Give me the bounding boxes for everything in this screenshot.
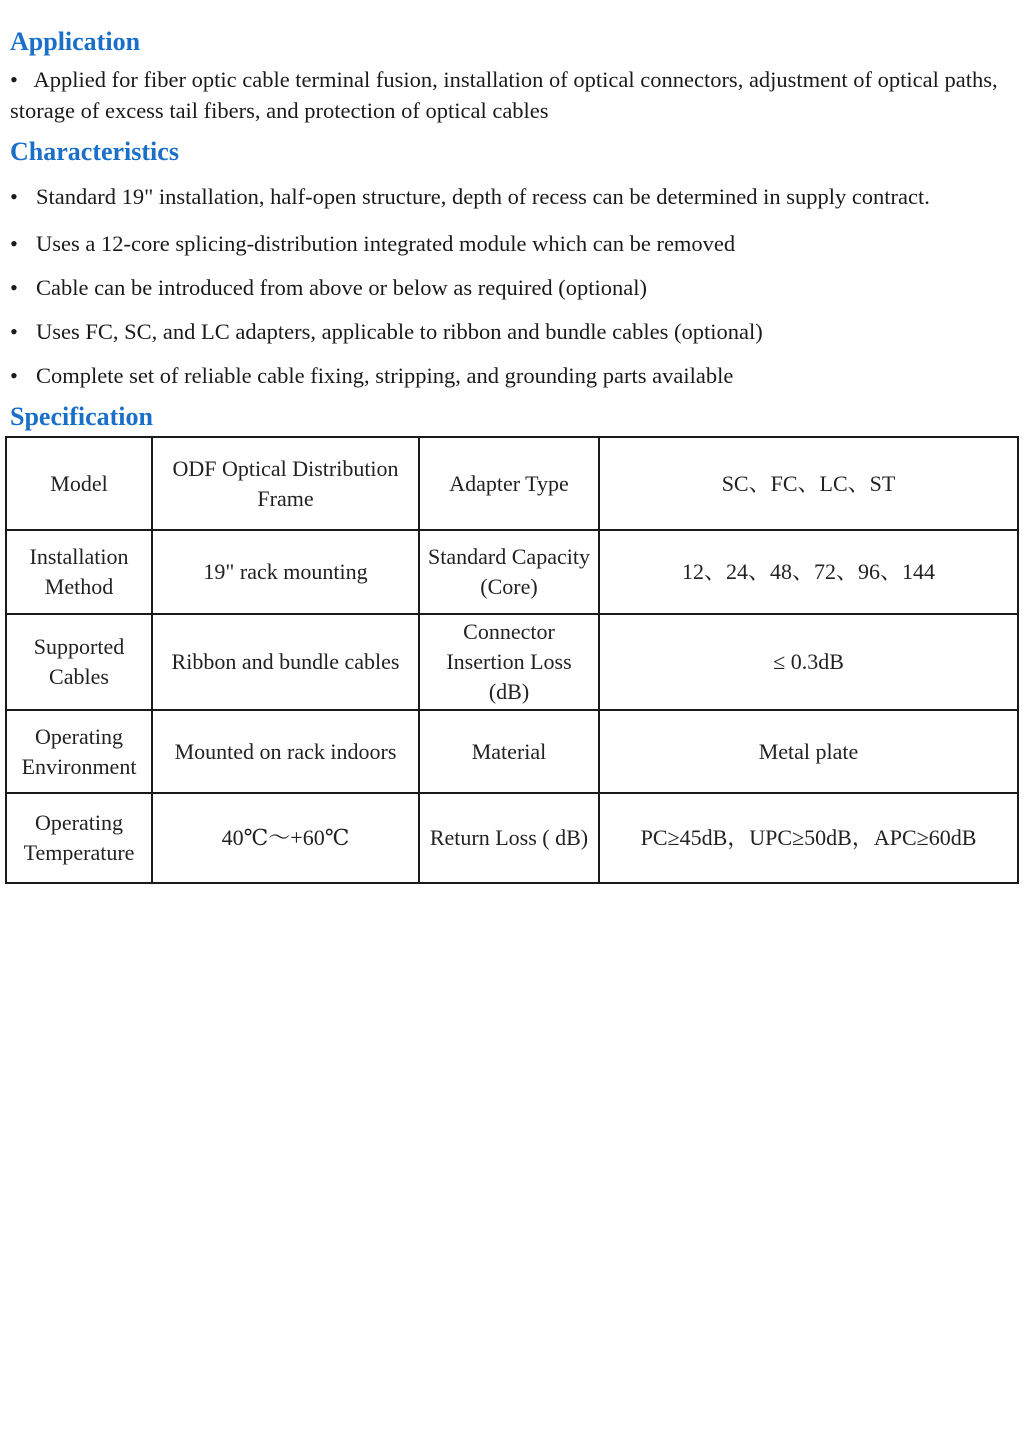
table-row	[6, 437, 1018, 530]
spec-label: Adapter Type	[419, 437, 599, 530]
spec-value: 19" rack mounting	[152, 530, 419, 614]
characteristic-bullet: •	[10, 319, 18, 344]
spec-label: Installation Method	[6, 530, 152, 614]
spec-value: SC、FC、LC、ST	[599, 437, 1018, 530]
specification-table	[5, 436, 1019, 884]
characteristic-text: Complete set of reliable cable fixing, stripping, and grounding parts available	[36, 363, 734, 388]
spec-value: PC≥45dB，UPC≥50dB，APC≥60dB	[599, 793, 1018, 883]
characteristic-text: Uses a 12-core splicing-distribution integrated module which can be removed	[36, 231, 736, 256]
spec-label: Supported Cables	[6, 614, 152, 710]
characteristic-item	[10, 229, 1020, 259]
spec-label: Standard Capacity (Core)	[419, 530, 599, 614]
characteristic-item	[10, 273, 1020, 303]
spec-value: Metal plate	[599, 710, 1018, 793]
characteristic-item	[10, 182, 1020, 212]
characteristic-bullet: •	[10, 363, 18, 388]
characteristic-text: Standard 19" installation, half-open structure, depth of recess can be determined in supply contract.	[36, 184, 930, 209]
table-row	[6, 530, 1018, 614]
table-row	[6, 793, 1018, 883]
characteristics-heading: Characteristics	[10, 137, 179, 166]
spec-value: Mounted on rack indoors	[152, 710, 419, 793]
spec-value: 40℃～+60℃	[152, 793, 419, 883]
specification-heading: Specification	[10, 402, 153, 431]
spec-label: Operating Environment	[6, 710, 152, 793]
application-heading: Application	[10, 27, 141, 56]
spec-value: 12、24、48、72、96、144	[599, 530, 1018, 614]
characteristic-item	[10, 361, 1020, 391]
characteristic-item	[10, 317, 1020, 347]
characteristic-text: Cable can be introduced from above or below as required (optional)	[36, 275, 648, 300]
spec-value: ≤ 0.3dB	[599, 614, 1018, 710]
application-text	[10, 64, 1018, 126]
application-description: Applied for fiber optic cable terminal fusion, installation of optical connectors, adjustment of optical paths, storage of excess tail fibers, and protection of optical cables	[10, 67, 998, 123]
table-row	[6, 614, 1018, 710]
table-row	[6, 710, 1018, 793]
spec-value: Ribbon and bundle cables	[152, 614, 419, 710]
spec-label: Material	[419, 710, 599, 793]
spec-label: Connector Insertion Loss (dB)	[419, 614, 599, 710]
characteristic-bullet: •	[10, 275, 18, 300]
characteristic-bullet: •	[10, 184, 18, 209]
application-bullet: •	[10, 67, 18, 92]
characteristic-bullet: •	[10, 231, 18, 256]
spec-label: Model	[6, 437, 152, 530]
characteristic-text: Uses FC, SC, and LC adapters, applicable to ribbon and bundle cables (optional)	[36, 319, 763, 344]
spec-label: Return Loss ( dB)	[419, 793, 599, 883]
spec-value: ODF Optical Distribution Frame	[152, 437, 419, 530]
spec-label: Operating Temperature	[6, 793, 152, 883]
